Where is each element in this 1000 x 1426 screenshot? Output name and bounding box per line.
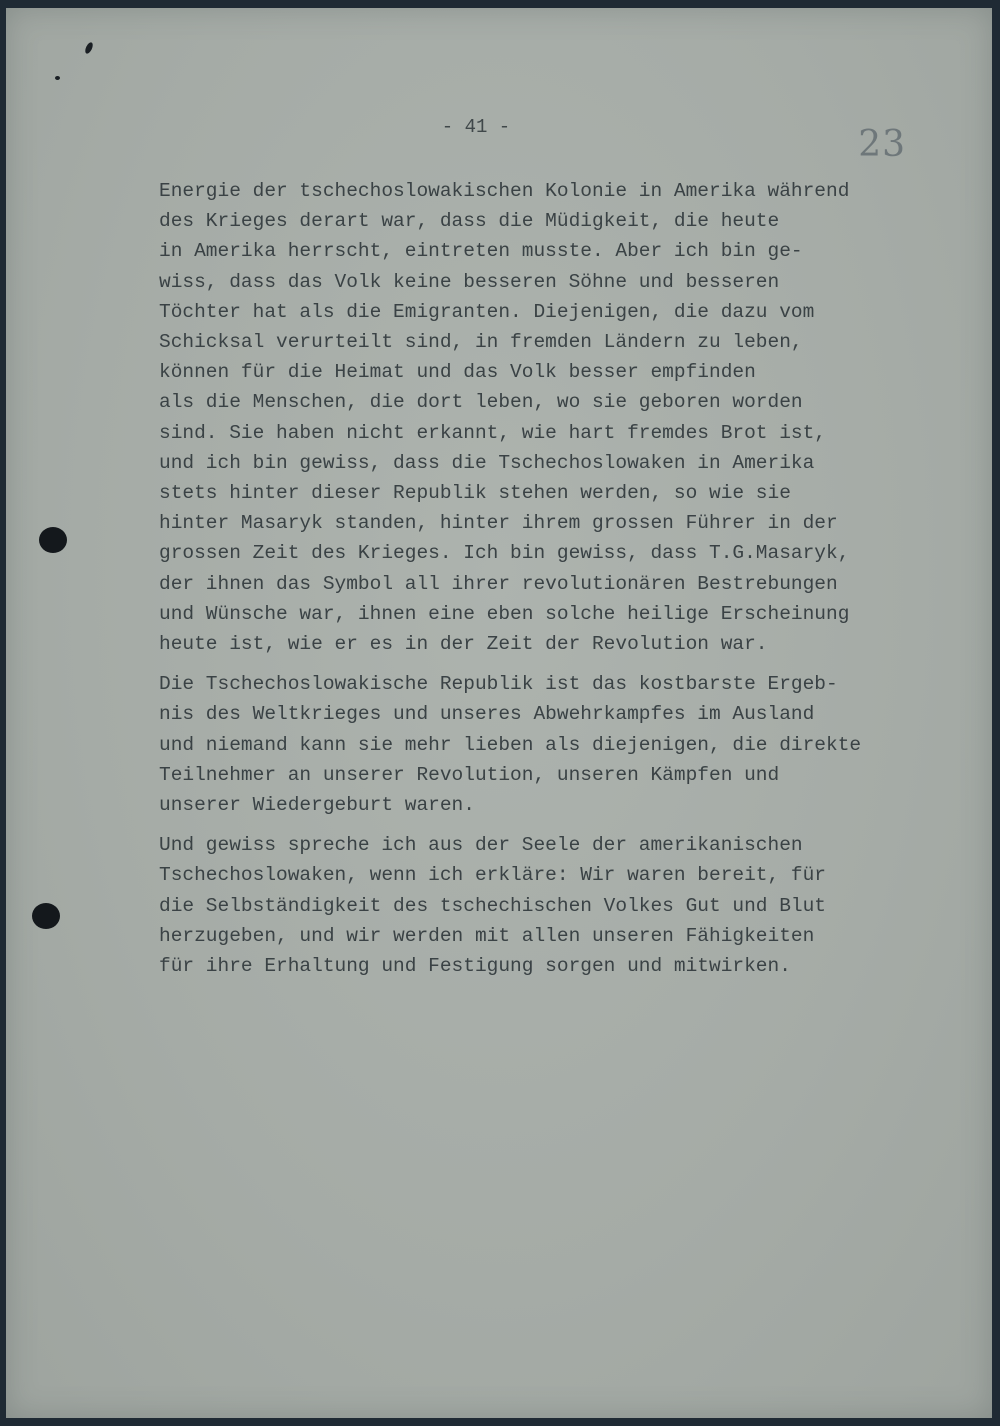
text-line: Die Tschechoslowakische Republik ist das kostbarste Ergeb- [159, 673, 838, 696]
page-number: - 41 - [441, 116, 511, 138]
paragraph [159, 830, 919, 981]
text-line: der ihnen das Symbol all ihrer revolutionären Bestrebungen [159, 572, 838, 595]
document-body [159, 176, 919, 991]
ink-mark [84, 41, 95, 54]
text-line: und Wünsche war, ihnen eine eben solche heilige Erscheinung [159, 602, 850, 625]
text-line: Und gewiss spreche ich aus der Seele der amerikanischen [159, 834, 803, 857]
text-line: herzugeben, und wir werden mit allen unseren Fähigkeiten [159, 924, 815, 947]
text-line: nis des Weltkrieges und unseres Abwehrkampfes im Ausland [159, 703, 815, 726]
ink-mark [55, 76, 60, 80]
text-line: Tschechoslowaken, wenn ich erkläre: Wir waren bereit, für [159, 864, 827, 887]
punch-hole [32, 903, 60, 929]
text-line: können für die Heimat und das Volk besser empfinden [159, 361, 756, 384]
text-line: Teilnehmer an unserer Revolution, unseren Kämpfen und [159, 763, 780, 786]
text-line: als die Menschen, die dort leben, wo sie geboren worden [159, 391, 803, 414]
text-line: für ihre Erhaltung und Festigung sorgen und mitwirken. [159, 955, 791, 978]
text-line: grossen Zeit des Krieges. Ich bin gewiss, dass T.G.Masaryk, [159, 542, 850, 565]
text-line: Töchter hat als die Emigranten. Diejenigen, die dazu vom [159, 300, 815, 323]
text-line: sind. Sie haben nicht erkannt, wie hart fremdes Brot ist, [159, 421, 827, 444]
text-line: Schicksal verurteilt sind, in fremden Ländern zu leben, [159, 331, 803, 354]
text-line: heute ist, wie er es in der Zeit der Revolution war. [159, 633, 768, 656]
text-line: in Amerika herrscht, eintreten musste. Aber ich bin ge- [159, 240, 803, 263]
text-line: stets hinter dieser Republik stehen werden, so wie sie [159, 482, 791, 505]
text-line: Energie der tschechoslowakischen Kolonie in Amerika während [159, 180, 850, 202]
text-line: und niemand kann sie mehr lieben als diejenigen, die direkte [159, 733, 862, 756]
text-line: des Krieges derart war, dass die Müdigkeit, die heute [159, 210, 780, 233]
document-page [6, 8, 992, 1418]
text-line: unserer Wiedergeburt waren. [159, 794, 475, 817]
text-line: die Selbständigkeit des tschechischen Volkes Gut und Blut [159, 894, 827, 917]
text-line: hinter Masaryk standen, hinter ihrem grossen Führer in der [159, 512, 838, 535]
text-line: wiss, dass das Volk keine besseren Söhne und besseren [159, 270, 780, 293]
paragraph [159, 176, 919, 659]
paragraph [159, 669, 919, 820]
punch-hole [39, 527, 67, 553]
folio-number: 23 [858, 124, 906, 165]
text-line: und ich bin gewiss, dass die Tschechoslowaken in Amerika [159, 451, 815, 474]
